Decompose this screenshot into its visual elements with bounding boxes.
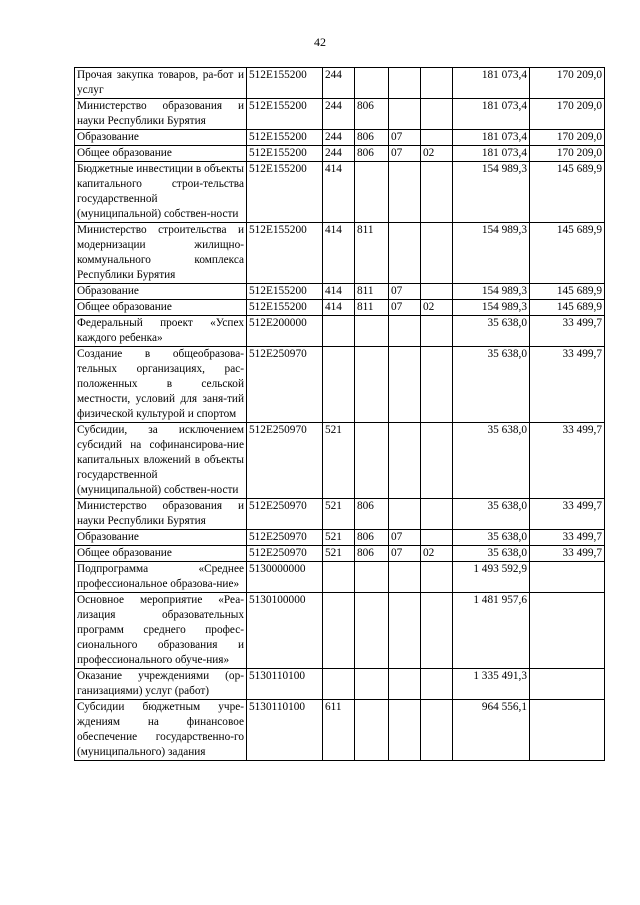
row-name-cell: Министерство строительства и модернизации жилищно-коммунального комплекса Республики Бурятия: [75, 223, 247, 284]
section-code-cell: [389, 316, 421, 347]
amount-first-year-cell: 1 481 957,6: [453, 593, 530, 669]
target-article-code-cell: 512E250970: [247, 530, 323, 546]
amount-first-year-cell: 181 073,4: [453, 68, 530, 99]
expense-type-cell: 244: [323, 146, 355, 162]
row-name-cell: Федеральный проект «Успех каждого ребенка»: [75, 316, 247, 347]
amount-first-year-cell: 964 556,1: [453, 700, 530, 761]
department-code-cell: [355, 68, 389, 99]
target-article-code-cell: 512E155200: [247, 162, 323, 223]
department-code-cell: [355, 700, 389, 761]
section-code-cell: 07: [389, 130, 421, 146]
target-article-code-cell: 512E155200: [247, 68, 323, 99]
budget-table: [74, 67, 605, 761]
department-code-cell: [355, 593, 389, 669]
amount-second-year-cell: 33 499,7: [530, 499, 605, 530]
row-name-cell: Оказание учреждениями (ор-ганизациями) услуг (работ): [75, 669, 247, 700]
target-article-code-cell: 512E250970: [247, 423, 323, 499]
table-row: [75, 284, 605, 300]
target-article-code-cell: 512E155200: [247, 130, 323, 146]
department-code-cell: [355, 562, 389, 593]
section-code-cell: [389, 562, 421, 593]
row-name-cell: Образование: [75, 284, 247, 300]
section-code-cell: 07: [389, 530, 421, 546]
subsection-code-cell: [421, 669, 453, 700]
row-name-cell: Субсидии бюджетным учре-ждениям на финансовое обеспечение государственно-го (муниципального) задания: [75, 700, 247, 761]
target-article-code-cell: 512E155200: [247, 300, 323, 316]
table-row: [75, 530, 605, 546]
amount-first-year-cell: 181 073,4: [453, 146, 530, 162]
amount-first-year-cell: 181 073,4: [453, 99, 530, 130]
row-name-cell: Создание в общеобразова-тельных организациях, рас-положенных в сельской местности, условий для заня-тий физической культурой и спортом: [75, 347, 247, 423]
subsection-code-cell: [421, 347, 453, 423]
section-code-cell: 07: [389, 146, 421, 162]
amount-second-year-cell: 33 499,7: [530, 546, 605, 562]
section-code-cell: [389, 162, 421, 223]
amount-first-year-cell: 154 989,3: [453, 284, 530, 300]
subsection-code-cell: 02: [421, 300, 453, 316]
expense-type-cell: [323, 669, 355, 700]
amount-second-year-cell: 33 499,7: [530, 347, 605, 423]
section-code-cell: [389, 99, 421, 130]
amount-second-year-cell: 170 209,0: [530, 99, 605, 130]
subsection-code-cell: [421, 99, 453, 130]
department-code-cell: 806: [355, 546, 389, 562]
table-row: [75, 130, 605, 146]
subsection-code-cell: [421, 223, 453, 284]
row-name-cell: Образование: [75, 530, 247, 546]
table-row: [75, 499, 605, 530]
section-code-cell: 07: [389, 546, 421, 562]
row-name-cell: Субсидии, за исключением субсидий на софинансирова-ние капитальных вложений в объекты государственной (муниципальной) собствен-ности: [75, 423, 247, 499]
row-name-cell: Основное мероприятие «Реа-лизация образовательных программ среднего профес-сионального образования и профессионального обуче-ния»: [75, 593, 247, 669]
section-code-cell: [389, 223, 421, 284]
row-name-cell: Министерство образования и науки Республики Бурятия: [75, 99, 247, 130]
amount-first-year-cell: 35 638,0: [453, 499, 530, 530]
table-row: [75, 700, 605, 761]
expense-type-cell: [323, 562, 355, 593]
row-name-cell: Образование: [75, 130, 247, 146]
section-code-cell: 07: [389, 284, 421, 300]
amount-second-year-cell: 170 209,0: [530, 146, 605, 162]
target-article-code-cell: 5130100000: [247, 593, 323, 669]
expense-type-cell: [323, 347, 355, 423]
amount-second-year-cell: [530, 593, 605, 669]
target-article-code-cell: 512E250970: [247, 499, 323, 530]
expense-type-cell: 414: [323, 223, 355, 284]
expense-type-cell: 414: [323, 162, 355, 223]
amount-second-year-cell: [530, 562, 605, 593]
subsection-code-cell: [421, 499, 453, 530]
subsection-code-cell: [421, 162, 453, 223]
table-row: [75, 347, 605, 423]
amount-first-year-cell: 1 493 592,9: [453, 562, 530, 593]
amount-second-year-cell: 33 499,7: [530, 530, 605, 546]
expense-type-cell: 414: [323, 284, 355, 300]
amount-first-year-cell: 35 638,0: [453, 423, 530, 499]
amount-second-year-cell: 145 689,9: [530, 284, 605, 300]
amount-first-year-cell: 154 989,3: [453, 162, 530, 223]
subsection-code-cell: [421, 530, 453, 546]
amount-first-year-cell: 154 989,3: [453, 223, 530, 284]
department-code-cell: 806: [355, 146, 389, 162]
department-code-cell: 811: [355, 223, 389, 284]
department-code-cell: 806: [355, 130, 389, 146]
amount-second-year-cell: 145 689,9: [530, 223, 605, 284]
amount-second-year-cell: 33 499,7: [530, 423, 605, 499]
subsection-code-cell: 02: [421, 546, 453, 562]
subsection-code-cell: [421, 284, 453, 300]
section-code-cell: [389, 669, 421, 700]
amount-first-year-cell: 35 638,0: [453, 316, 530, 347]
table-row: [75, 223, 605, 284]
department-code-cell: 806: [355, 99, 389, 130]
table-row: [75, 593, 605, 669]
section-code-cell: 07: [389, 300, 421, 316]
expense-type-cell: 521: [323, 530, 355, 546]
department-code-cell: [355, 162, 389, 223]
amount-first-year-cell: 35 638,0: [453, 530, 530, 546]
expense-type-cell: 244: [323, 68, 355, 99]
table-row: [75, 162, 605, 223]
expense-type-cell: 244: [323, 130, 355, 146]
department-code-cell: [355, 423, 389, 499]
expense-type-cell: 521: [323, 499, 355, 530]
department-code-cell: [355, 669, 389, 700]
table-row: [75, 316, 605, 347]
amount-second-year-cell: [530, 669, 605, 700]
target-article-code-cell: 5130110100: [247, 700, 323, 761]
department-code-cell: [355, 316, 389, 347]
department-code-cell: 806: [355, 530, 389, 546]
table-row: [75, 68, 605, 99]
target-article-code-cell: 512E155200: [247, 146, 323, 162]
target-article-code-cell: 512E250970: [247, 546, 323, 562]
expense-type-cell: 521: [323, 546, 355, 562]
table-row: [75, 669, 605, 700]
amount-first-year-cell: 154 989,3: [453, 300, 530, 316]
table-row: [75, 146, 605, 162]
amount-first-year-cell: 35 638,0: [453, 546, 530, 562]
amount-first-year-cell: 1 335 491,3: [453, 669, 530, 700]
department-code-cell: 811: [355, 300, 389, 316]
section-code-cell: [389, 593, 421, 669]
page-number: 42: [314, 35, 326, 49]
amount-second-year-cell: 145 689,9: [530, 300, 605, 316]
section-code-cell: [389, 347, 421, 423]
row-name-cell: Бюджетные инвестиции в объекты капитального строи-тельства государственной (муниципальной) собствен-ности: [75, 162, 247, 223]
department-code-cell: 811: [355, 284, 389, 300]
target-article-code-cell: 512E155200: [247, 223, 323, 284]
amount-second-year-cell: 145 689,9: [530, 162, 605, 223]
target-article-code-cell: 512E200000: [247, 316, 323, 347]
row-name-cell: Общее образование: [75, 146, 247, 162]
section-code-cell: [389, 68, 421, 99]
amount-second-year-cell: 170 209,0: [530, 68, 605, 99]
table-row: [75, 546, 605, 562]
subsection-code-cell: [421, 130, 453, 146]
expense-type-cell: 414: [323, 300, 355, 316]
row-name-cell: Общее образование: [75, 300, 247, 316]
section-code-cell: [389, 423, 421, 499]
table-row: [75, 99, 605, 130]
amount-first-year-cell: 35 638,0: [453, 347, 530, 423]
target-article-code-cell: 5130000000: [247, 562, 323, 593]
row-name-cell: Прочая закупка товаров, ра-бот и услуг: [75, 68, 247, 99]
row-name-cell: Министерство образования и науки Республики Бурятия: [75, 499, 247, 530]
target-article-code-cell: 5130110100: [247, 669, 323, 700]
expense-type-cell: 611: [323, 700, 355, 761]
target-article-code-cell: 512E250970: [247, 347, 323, 423]
subsection-code-cell: 02: [421, 146, 453, 162]
subsection-code-cell: [421, 562, 453, 593]
subsection-code-cell: [421, 423, 453, 499]
subsection-code-cell: [421, 593, 453, 669]
target-article-code-cell: 512E155200: [247, 99, 323, 130]
row-name-cell: Подпрограмма «Среднее профессиональное образова-ние»: [75, 562, 247, 593]
budget-table-body: [75, 68, 605, 761]
subsection-code-cell: [421, 700, 453, 761]
table-row: [75, 300, 605, 316]
section-code-cell: [389, 700, 421, 761]
table-row: [75, 562, 605, 593]
expense-type-cell: [323, 593, 355, 669]
amount-second-year-cell: [530, 700, 605, 761]
amount-second-year-cell: 33 499,7: [530, 316, 605, 347]
section-code-cell: [389, 499, 421, 530]
expense-type-cell: 521: [323, 423, 355, 499]
table-row: [75, 423, 605, 499]
expense-type-cell: 244: [323, 99, 355, 130]
amount-first-year-cell: 181 073,4: [453, 130, 530, 146]
row-name-cell: Общее образование: [75, 546, 247, 562]
target-article-code-cell: 512E155200: [247, 284, 323, 300]
department-code-cell: [355, 347, 389, 423]
subsection-code-cell: [421, 316, 453, 347]
expense-type-cell: [323, 316, 355, 347]
subsection-code-cell: [421, 68, 453, 99]
amount-second-year-cell: 170 209,0: [530, 130, 605, 146]
department-code-cell: 806: [355, 499, 389, 530]
